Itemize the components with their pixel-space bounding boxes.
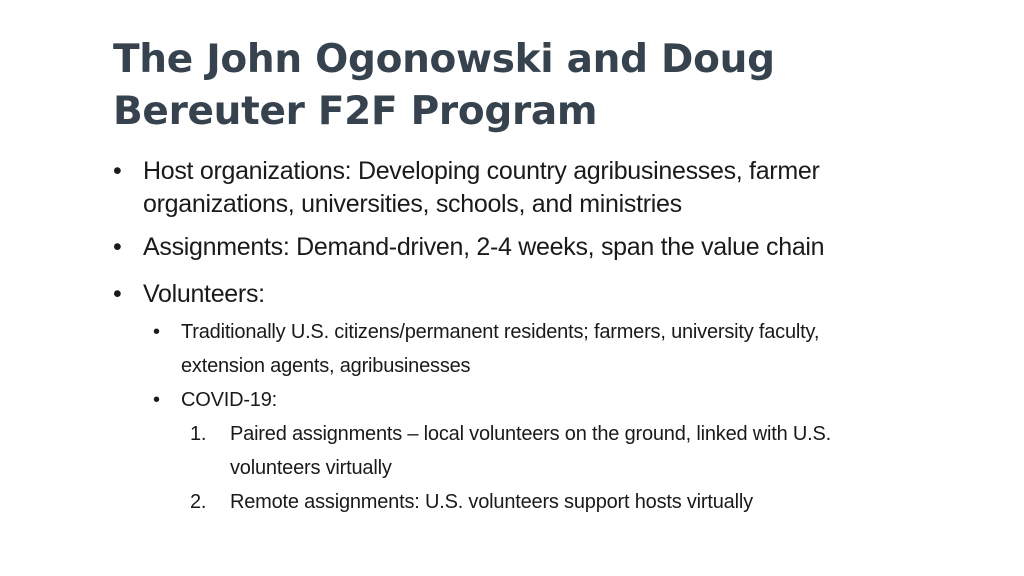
title-line-1: The John Ogonowski and Doug: [113, 37, 775, 82]
bullet-volunteers: [113, 278, 993, 311]
sub-bullet-text-continued: extension agents, agribusinesses: [181, 355, 471, 377]
bullet-glyph: •: [153, 321, 160, 343]
bullet-assignments: [113, 231, 993, 264]
numbered-item-remote: [190, 485, 993, 519]
bullet-glyph: •: [113, 233, 122, 261]
bullet-glyph: •: [113, 280, 122, 308]
numbered-text-continued: volunteers virtually: [230, 457, 392, 479]
sub-bullet-text: COVID-19:: [181, 389, 278, 411]
bullet-glyph: •: [153, 389, 160, 411]
sub-bullet-text: Traditionally U.S. citizens/permanent residents; farmers, university faculty,: [181, 321, 820, 343]
numbered-item-paired: [190, 417, 993, 485]
sub-bullet-traditionally: [153, 315, 993, 383]
slide-title: [113, 34, 973, 138]
sub-bullet-covid: [153, 383, 993, 417]
bullet-text: Volunteers:: [143, 280, 265, 308]
title-line-2: Bereuter F2F Program: [113, 89, 598, 134]
bullet-text: Assignments: Demand-driven, 2-4 weeks, span the value chain: [143, 233, 825, 261]
numbered-text: Paired assignments – local volunteers on the ground, linked with U.S.: [230, 423, 831, 445]
bullet-text-continued: organizations, universities, schools, and ministries: [143, 190, 682, 218]
item-number: 2.: [190, 491, 207, 513]
numbered-text: Remote assignments: U.S. volunteers support hosts virtually: [230, 491, 753, 513]
slide-body: [113, 155, 993, 519]
bullet-host-organizations: [113, 155, 993, 221]
bullet-glyph: •: [113, 157, 122, 185]
bullet-text: Host organizations: Developing country agribusinesses, farmer: [143, 157, 820, 185]
item-number: 1.: [190, 423, 207, 445]
